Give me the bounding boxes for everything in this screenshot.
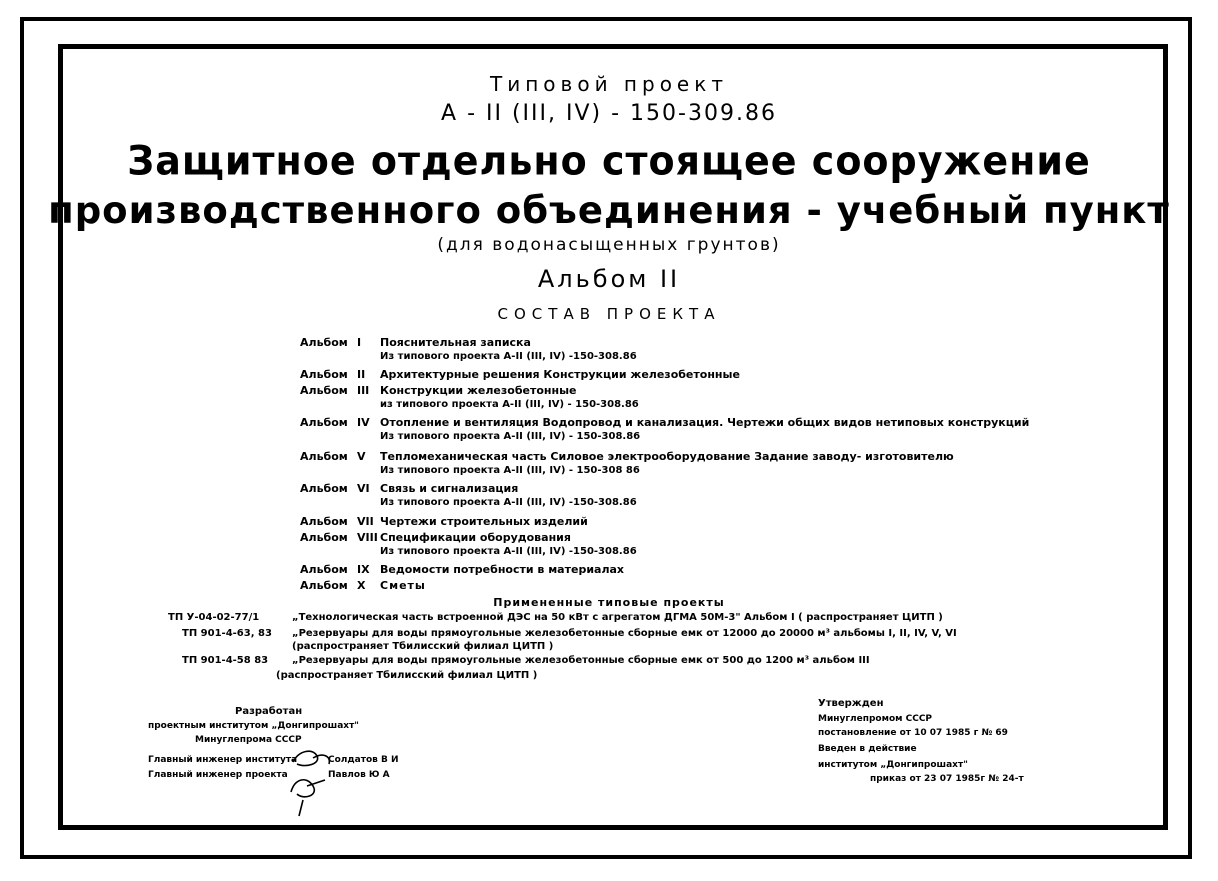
album-line: Сметы [380,579,426,592]
album-label: Альбом [300,450,348,463]
approval-heading: Утвержден [818,698,884,709]
subtitle: (для водонасыщенных грунтов) [437,235,781,255]
title-line-1: Защитное отдельно стоящее сооружение [127,137,1091,185]
album-num: X [357,579,366,592]
album-line: Отопление и вентиляция Водопровод и канализация. Чертежи общих видов нетиповых конструкций [380,416,1030,429]
album-label: Альбом [300,531,348,544]
album-line: Пояснительная записка [380,336,531,349]
applied-code: ТП 901-4-63, 83 [182,628,272,639]
project-code: А - II (III, IV) - 150-309.86 [441,101,777,126]
album-num: IV [357,416,370,429]
album-line: Тепломеханическая часть Силовое электрооборудование Задание заводу- изготовителю [380,450,954,463]
album-line: Конструкции железобетонные [380,384,577,397]
album-label: Альбом [300,416,348,429]
applied-note: (распространяет Тбилисский филиал ЦИТП ) [292,641,554,652]
contents-heading: СОСТАВ ПРОЕКТА [497,305,721,323]
album-line: Чертежи строительных изделий [380,515,588,528]
developer-heading: Разработан [235,706,303,717]
sign2-role: Главный инженер проекта [148,770,288,780]
album-label: Альбом [300,336,348,349]
album-line: Ведомости потребности в материалах [380,563,625,576]
album-title: Альбом II [537,265,681,293]
album-num: VII [357,515,374,528]
album-line: Из типового проекта А-II (III, IV) -150-308.86 [380,497,637,508]
applied-note: (распространяет Тбилисский филиал ЦИТП ) [276,670,538,681]
approval-line3: Введен в действие [818,744,917,754]
album-num: II [357,368,366,381]
approval-line2: постановление от 10 07 1985 г № 69 [818,728,1008,738]
applied-code: ТП У-04-02-77/1 [168,612,260,623]
album-line: Связь и сигнализация [380,482,519,495]
album-line: Из типового проекта А-II (III, IV) - 150-308.86 [380,431,641,442]
developer-line2: Минуглепрома СССР [195,735,302,745]
title-line-2: производственного объединения - учебный пункт [48,189,1170,232]
album-num: I [357,336,362,349]
album-num: VI [357,482,370,495]
album-line: Спецификации оборудования [380,531,571,544]
album-line: из типового проекта А-II (III, IV) - 150-308.86 [380,399,639,410]
album-num: III [357,384,370,397]
album-line: Из типового проекта А-II (III, IV) -150-308.86 [380,546,637,557]
applied-text: „Резервуары для воды прямоугольные железобетонные сборные емк от 500 до 1200 м³ альбом III [292,655,870,666]
sign1-name: Солдатов В И [328,755,399,765]
applied-text: „Резервуары для воды прямоугольные железобетонные сборные емк от 12000 до 20000 м³ альбомы I, II, IV, V, VI [292,628,957,639]
album-label: Альбом [300,515,348,528]
applied-text: „Технологическая часть встроенной ДЭС на 50 кВт с агрегатом ДГМА 50М-3" Альбом I ( распространяет ЦИТП ) [292,612,943,623]
album-label: Альбом [300,368,348,381]
sign1-role: Главный инженер института [148,755,298,765]
album-label: Альбом [300,384,348,397]
doc-type: Типовой проект [490,72,728,96]
approval-line5: приказ от 23 07 1985г № 24-т [870,774,1024,784]
signature-graphic [285,740,335,820]
album-label: Альбом [300,482,348,495]
developer-line1: проектным институтом „Донгипрошахт" [148,721,359,731]
approval-line1: Минуглепромом СССР [818,714,933,724]
applied-heading: Примененные типовые проекты [493,596,725,609]
album-num: V [357,450,366,463]
album-line: Из типового проекта А-II (III, IV) - 150-308 86 [380,465,640,476]
album-line: Архитектурные решения Конструкции железобетонные [380,368,740,381]
album-num: IX [357,563,370,576]
sign2-name: Павлов Ю А [328,770,390,780]
album-line: Из типового проекта А-II (III, IV) -150-308.86 [380,351,637,362]
applied-code: ТП 901-4-58 83 [182,655,269,666]
album-label: Альбом [300,579,348,592]
album-label: Альбом [300,563,348,576]
album-num: VIII [357,531,378,544]
approval-line4: институтом „Донгипрошахт" [818,760,968,770]
